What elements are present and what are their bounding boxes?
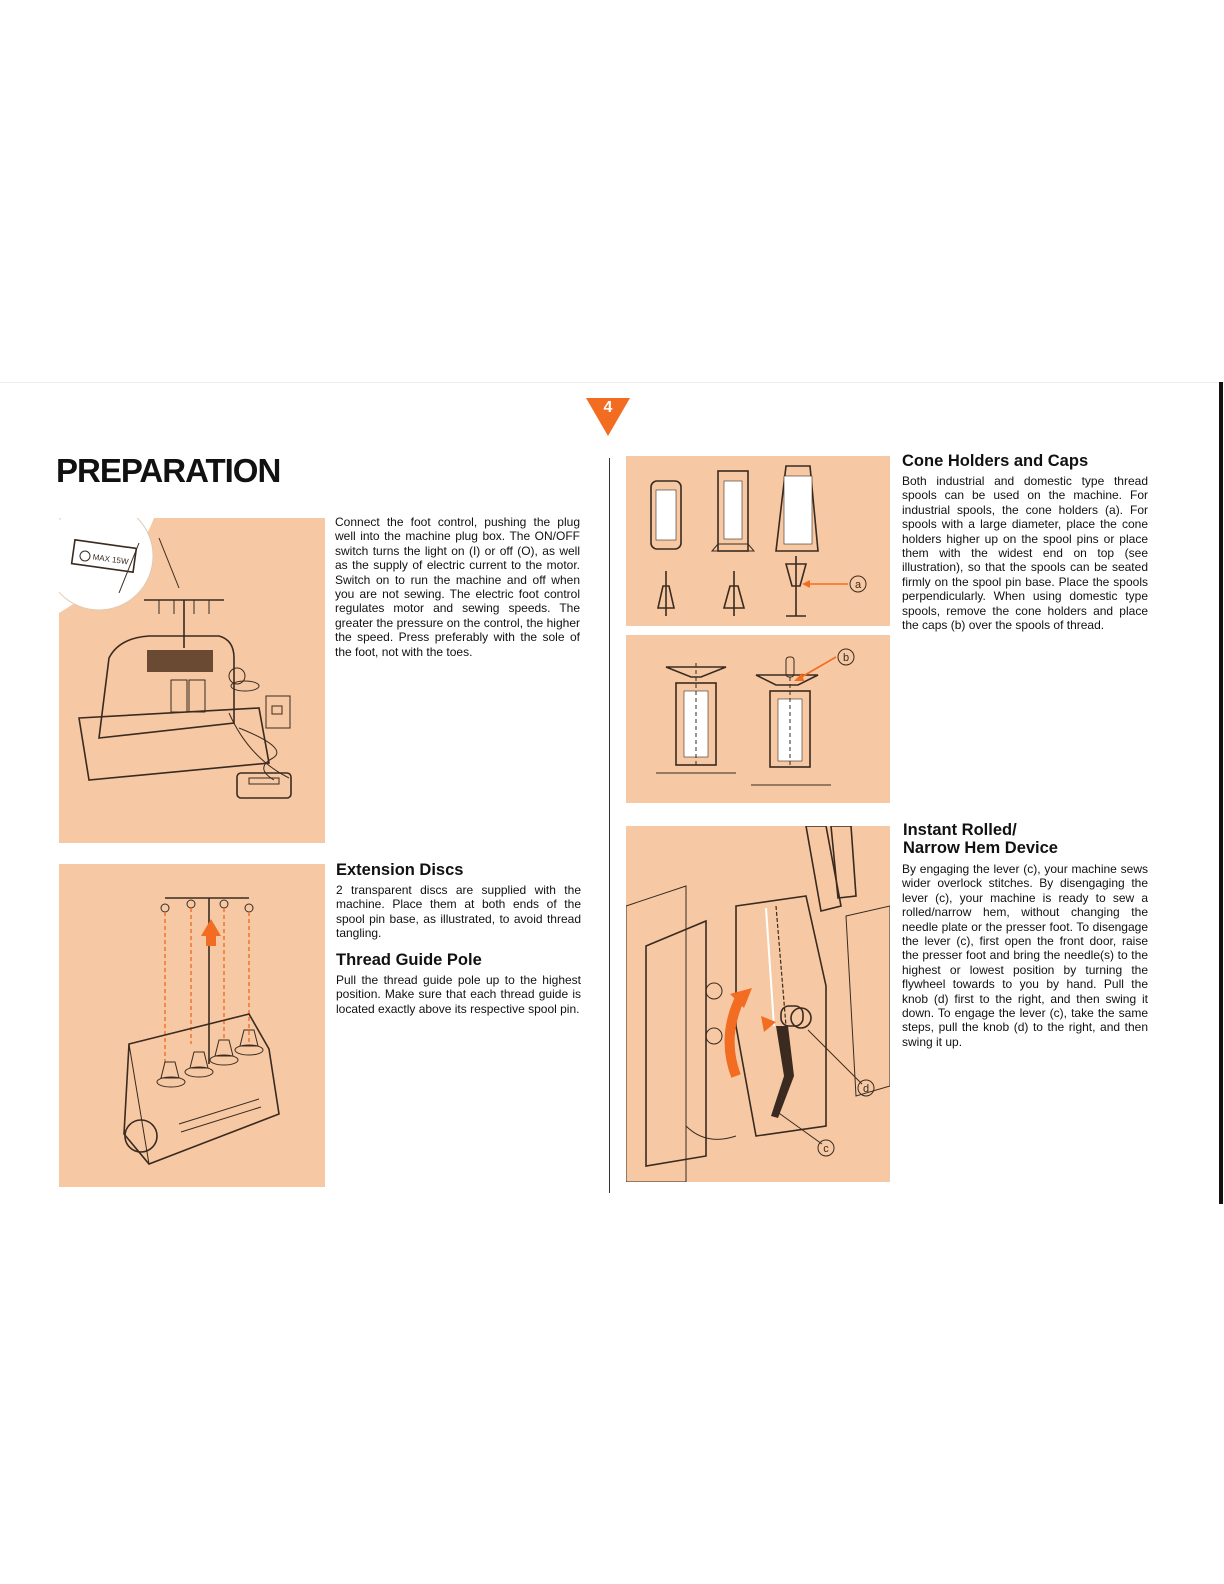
extension-discs-text: 2 transparent discs are supplied with the machine. Place them at both ends of the spool pin base, as illustrated, to avoid thread tangling. <box>336 883 581 941</box>
thread-guide-pole-text: Pull the thread guide pole up to the highest position. Make sure that each thread guide is located exactly above its respective spool pin. <box>336 973 581 1016</box>
cone-holders-text: Both industrial and domestic type thread spools can be used on the machine. For industrial spools, the cone holders (a). For spools with a large diameter, place the cone holders higher up on the spool pins or place them with the widest end on top (see illustration), so that the spools can be seated firmly on the spool pin base. Place the spools perpendicularly. When using domestic type spools, remove the cone holders and place the caps (b) over the spools of thread. <box>902 474 1148 633</box>
thread-guide-pole-heading: Thread Guide Pole <box>336 951 482 969</box>
label-a: a <box>854 579 862 591</box>
rolled-hem-text: By engaging the lever (c), your machine sews wider overlock stitches. By disengaging the lever (c), your machine is ready to sew a rolled/narrow hem, without changing the needle plate or the presser foot. To disengage the lever (c), first open the front door, raise the presser foot and bring the needle(s) to the highest or lowest position by turning the flywheel towards to you by hand. Pull the knob (d) first to the right, and then swing it down. To engage the lever (c), take the same steps, pull the knob (d) to the right, and then swing it up. <box>902 862 1148 1049</box>
caps-illustration <box>626 635 890 803</box>
label-d: d <box>862 1083 870 1095</box>
page-edge <box>1219 382 1223 1204</box>
rolled-hem-heading-line1: Instant Rolled/ <box>903 821 1017 839</box>
cone-holders-illustration <box>626 456 890 626</box>
column-divider <box>609 458 610 1193</box>
cone-holders-heading: Cone Holders and Caps <box>902 452 1089 470</box>
page-title: PREPARATION <box>56 452 281 489</box>
foot-control-illustration <box>59 518 325 843</box>
connect-text: Connect the foot control, pushing the plug well into the machine plug box. The ON/OFF switch turns the light on (I) or off (O), as well as the supply of electric current to the motor. Switch on to run the machine and off when you are not sewing. The electric foot control regulates motor and sewing speeds. The greater the pressure on the control, the higher the speed. Press preferably with the sole of the foot, not with the toes. <box>335 515 580 659</box>
label-b: b <box>842 652 850 664</box>
plug-label: MAX 15W <box>92 552 130 567</box>
page-number: 4 <box>603 399 613 416</box>
thread-guide-pole-illustration <box>59 864 325 1187</box>
rolled-hem-illustration <box>626 826 890 1182</box>
rolled-hem-heading-line2: Narrow Hem Device <box>903 839 1058 857</box>
extension-discs-heading: Extension Discs <box>336 861 464 879</box>
label-c: c <box>823 1143 829 1155</box>
